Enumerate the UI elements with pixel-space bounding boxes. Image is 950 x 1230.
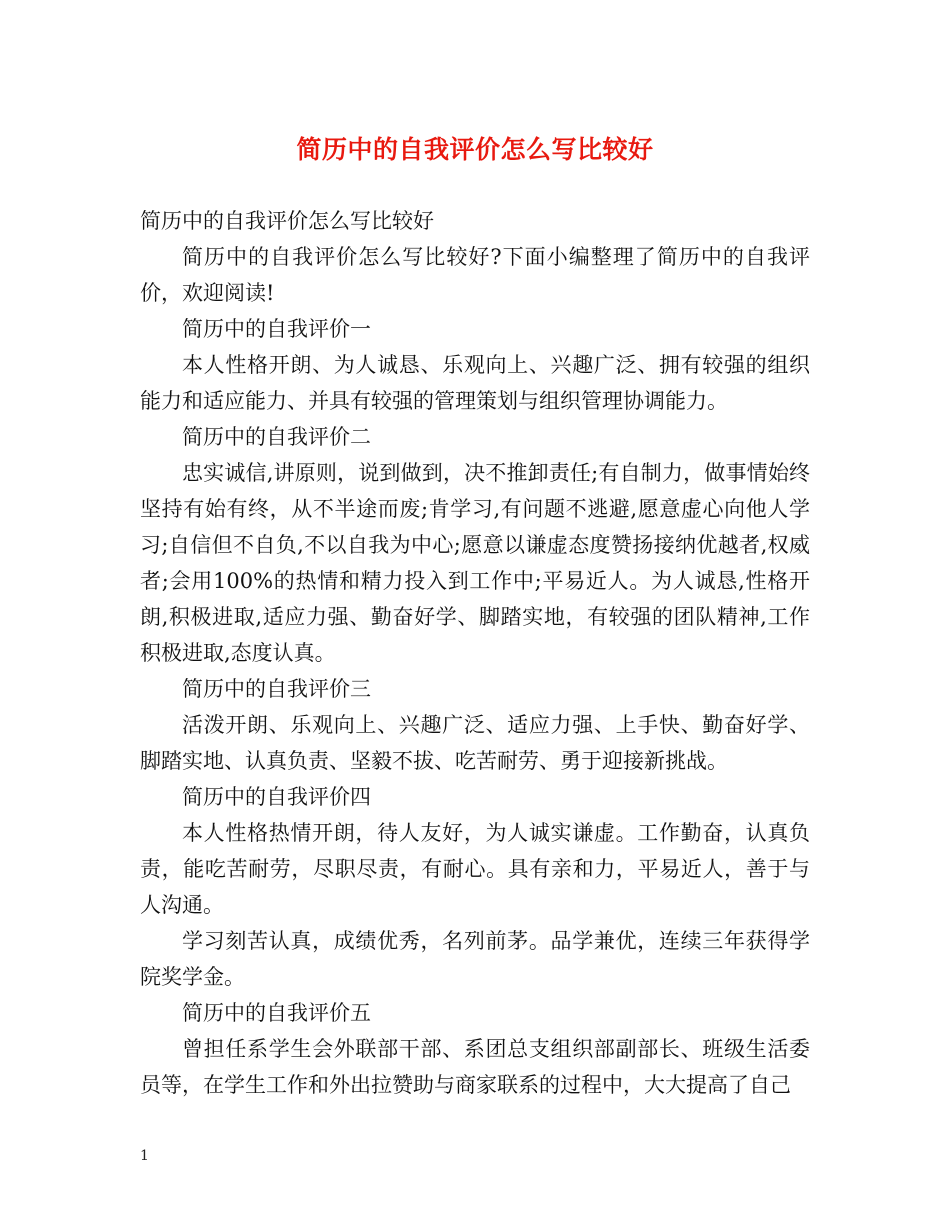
section-paragraph-1: 本人性格开朗、为人诚恳、乐观向上、兴趣广泛、拥有较强的组织能力和适应能力、并具有较强的管理策划与组织管理协调能力。: [140, 353, 810, 413]
section-heading-3: 简历中的自我评价三: [182, 677, 371, 701]
section-heading-1: 简历中的自我评价一: [182, 317, 371, 341]
section-heading-5: 简历中的自我评价五: [182, 1001, 371, 1025]
document-title: 简历中的自我评价怎么写比较好: [296, 135, 654, 164]
section-paragraph-3: 活泼开朗、乐观向上、兴趣广泛、适应力强、上手快、勤奋好学、脚踏实地、认真负责、坚毅不拔、吃苦耐劳、勇于迎接新挑战。: [140, 713, 810, 773]
subtitle-line: 简历中的自我评价怎么写比较好: [140, 209, 434, 233]
section-heading-2: 简历中的自我评价二: [182, 425, 371, 449]
section-paragraph-4a: 本人性格热情开朗，待人友好，为人诚实谦虚。工作勤奋，认真负责，能吃苦耐劳，尽职尽责，有耐心。具有亲和力，平易近人，善于与人沟通。: [140, 821, 810, 917]
section-paragraph-2: 忠实诚信,讲原则，说到做到，决不推卸责任;有自制力，做事情始终坚持有始有终，从不半途而废;肯学习,有问题不逃避,愿意虚心向他人学习;自信但不自负,不以自我为中心;愿意以谦虚态度赞扬接纳优越者,权威者;会用100%的热情和精力投入到工作中;平易近人。为人诚恳,性格开朗,积极进取,适应力强、勤奋好学、脚踏实地，有较强的团队精神,工作积极进取,态度认真。: [140, 461, 810, 665]
section-paragraph-5: 曾担任系学生会外联部干部、系团总支组织部副部长、班级生活委员等，在学生工作和外出拉赞助与商家联系的过程中，大大提高了自己: [140, 1037, 810, 1097]
page-number: 1: [140, 1148, 149, 1164]
section-heading-4: 简历中的自我评价四: [182, 785, 371, 809]
intro-paragraph: 简历中的自我评价怎么写比较好?下面小编整理了简历中的自我评价，欢迎阅读!: [140, 245, 810, 305]
section-paragraph-4b: 学习刻苦认真，成绩优秀，名列前茅。品学兼优，连续三年获得学院奖学金。: [140, 929, 810, 989]
document-body: [140, 203, 810, 1103]
